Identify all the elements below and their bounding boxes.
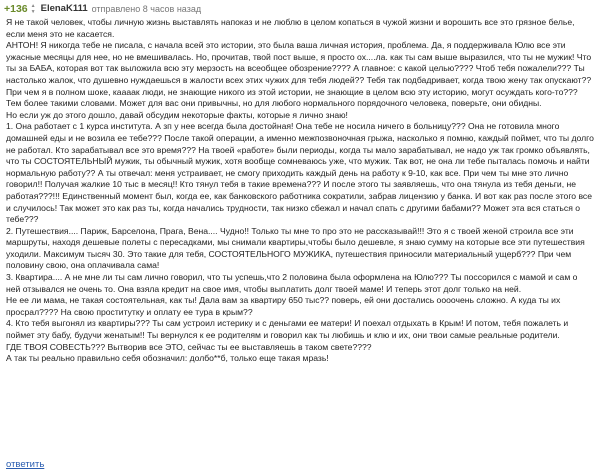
comment-paragraph: Не ее ли мама, не такая состоятельная, как ты! Дала вам за квартиру 650 тыс?? поверь, ей они достались оооочень сложно. А куда ты их просрал???? На свою проститутку и оплату ее тура в крым?? [6,295,561,317]
post-time: отправлено 8 часов назад [91,4,202,14]
comment-paragraph: 2. Путешествия.... Париж, Барселона, Прага, Вена.... Чудно!! Только ты мне то про это не рассказывай!!! Это я с твоей женой строила все эти маршруты, находя дешевые полеты с пересадками, мы снимали квартиры,чтобы было дешевле, я знаю сумму на которые все эти путешествия уходили. Максимум тысяч 30. Это такие для тебя, СОСТОЯТЕЛЬНОГО МУЖИКА, путешествия приносили материальный ущерб??? При чем половину свою, она оплачивала сама! [6,225,585,271]
comment-paragraph: 3. Квартира.... А не мне ли ты сам лично говорил, что ты успешь,что 2 половина была оформлена на Юлю??? Ты поссорился с мамой и сам о ней отзывался не очень то. Она взяла кредит на свое имя, чтобы выплатить долг твоей маме! И теперь этот долг только на ней. [6,272,578,294]
comment-paragraph: А так ты реально правильно себя обозначил: долбо**б, только еще такая мразь! [6,353,329,364]
comment-body [4,17,594,365]
comment-paragraph: Но если уж до этого дошло, давай обсудим некоторые факты, которые я лично знаю! [6,109,348,120]
vote-up-icon[interactable]: ▲ [30,3,36,9]
rating-value: +136 [4,3,28,15]
reply-link[interactable]: ответить [6,459,45,470]
vote-down-icon[interactable]: ▼ [30,9,36,15]
comment-paragraph: 1. Она работает с 1 курса института. А зп у нее всегда была достойная! Она тебе не носила ничего в больницу??? Она не готовила много домашней еды и не возила ее тебе??? После такой операции, а именно межпозвоночная грыжа, насколько я помню, каждый поймет, что ты долго не работал. Кто зарабатывал все это время??? На твоей «работе» были периоды, когда ты мало зарабатывал, не надо уж так громко объявлять, что ты СОСТОЯТЕЛЬНЫЙ мужик, ты обычный мужик, хотя вообще сомневаюсь уже, что мужик. Так вот, не она ли тебе пыталась помочь и найти нормальную работу?? А ты отвечал: меня устраивает, не смогу приходить каждый день на работу к 9-10, как все. При чем ты мне это лично говорил!! Получая жалкие 10 тыс в месяц!! Кто тянул тебя в такие времена??? И после этого ты заявляешь, что она тянула из тебя деньги, не работая???!!! Единственный момент был, когда ее, как банковского работника сократили, забрав лицензию у банка. И вот как раз после этого все и случилось! Так может это как раз ты, когда начались трудности, так низко сбежал и начал спать с другими бабами?? Может эта вся статься о тебе??? [6,121,594,225]
comment-header [4,2,594,16]
comment-paragraph: АНТОН! Я никогда тебе не писала, с начала всей это истории, это была ваша личная история, проблема. Да, я поддерживала Юлю все эти ужасные месяцы для нее, но не вмешивалась. Но, прочитав, твой пост выше, я просто ох....ла. как ты сам выше выразился, что ты не мужик! Что ты за БАБА, которая вот так выложила всю эту мерзость на всеобщее обозрение???? А главное: с какой целью???? Чтоб тебя пожалели??? Ты настолько жалок, что душевно нуждаешься в жалости всех этих чужих для тебя людей?? Тебя так подбадривает, когда твою жену так опускают?? При чем я в полном шоке, каааак люди, не знающие никого из этой истории, не знающие в целом всю эту историю, могут осуждать кого-то??? Тем более такими словами. Может для вас они привычны, но для любого нормального порядочного человека, поверьте, они обидны. [6,40,592,109]
comment-paragraph: ГДЕ ТВОЯ СОВЕСТЬ??? Вытворив все ЭТО, сейчас ты ее выставляешь в таком свете???? [6,341,372,352]
comment-paragraph: 4. Кто тебя выгонял из квартиры??? Ты сам устроил истерику и с деньгами ее матери! И поехал отдыхать в Крым! И потом, тебя пожалеть и поймет эту бабу, будучи женатым!! Ты вернулся к ее родителям и говорил как ты любишь и клю и их, они твои самые реальные родители. [6,318,569,341]
author-link[interactable]: ElenaK111 [40,3,88,14]
vote-controls [31,3,36,15]
comment-paragraph: Я не такой человек, чтобы личную жизнь выставлять напоказ и не люблю в целом копаться в чужой жизни и ворошить все это грязное белье, если меня это не касается. [6,17,575,39]
